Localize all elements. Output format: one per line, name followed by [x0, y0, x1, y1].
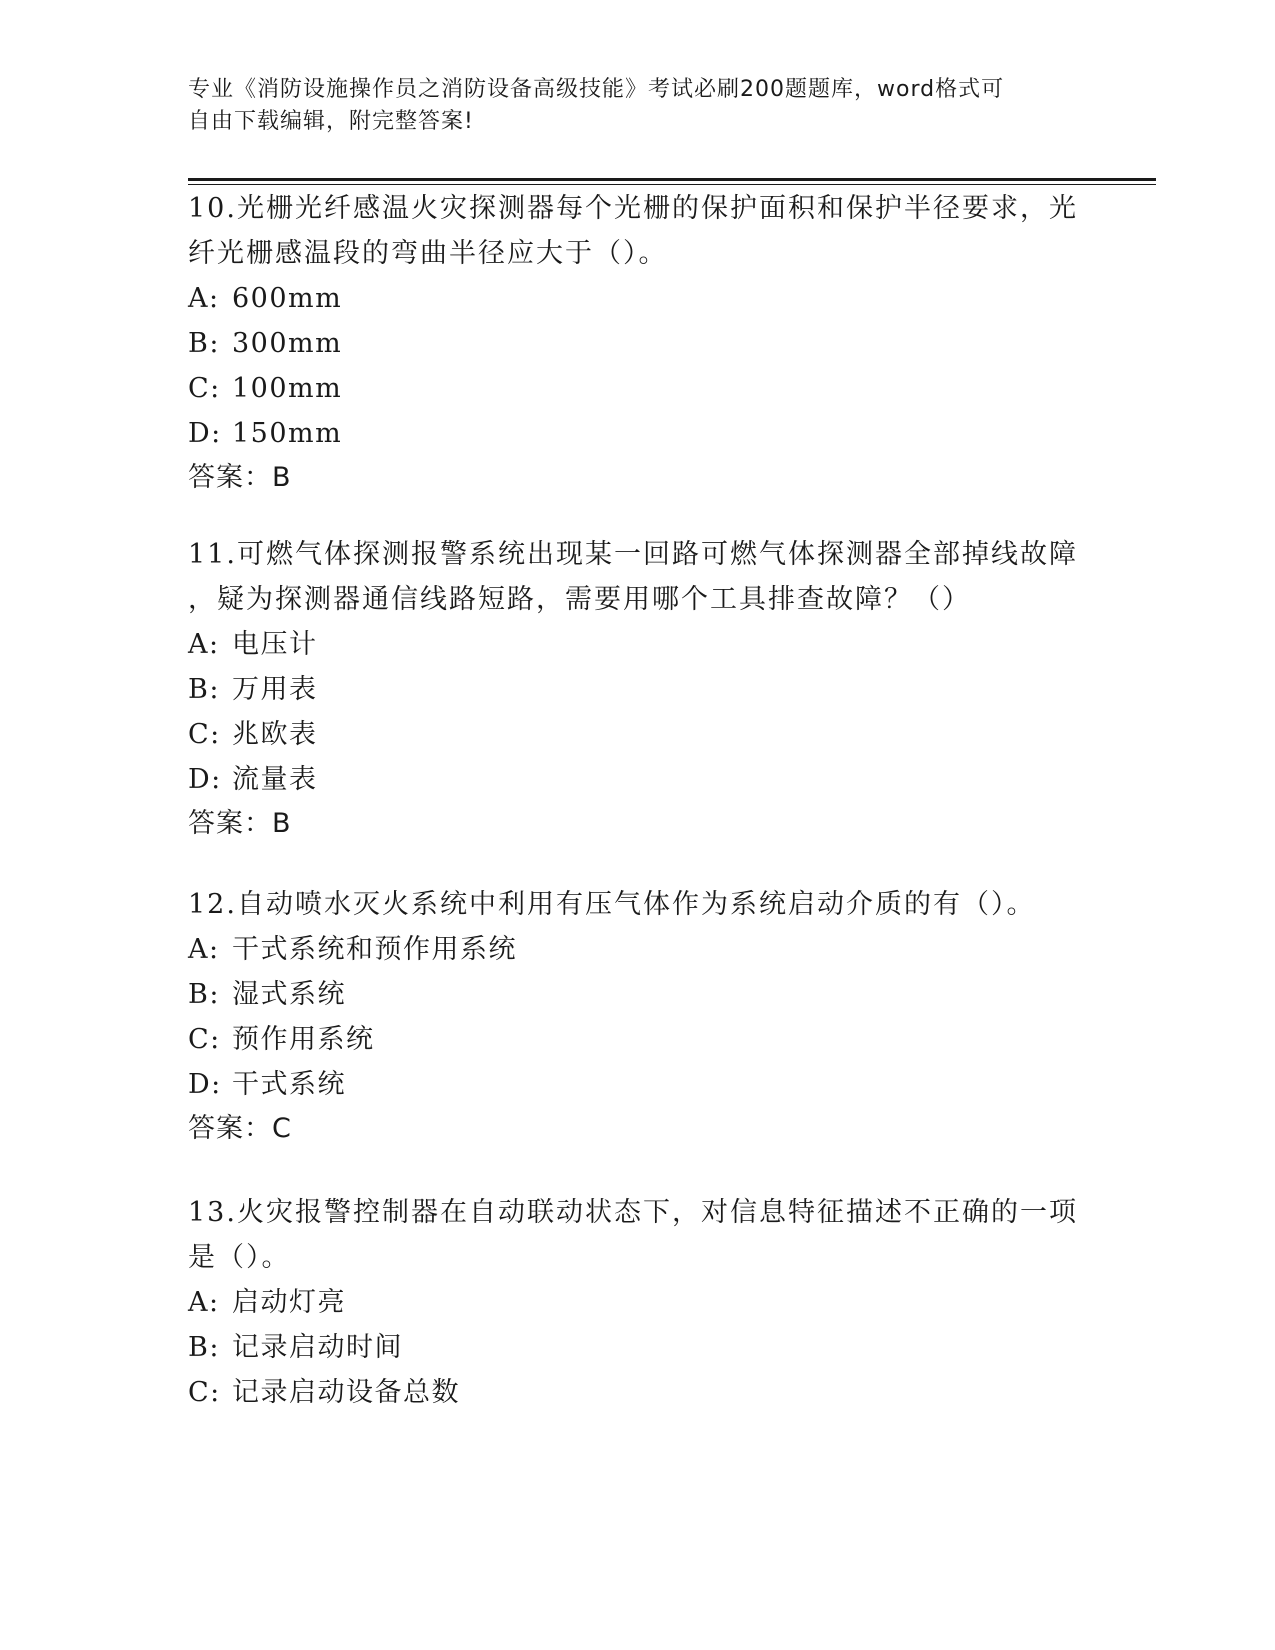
question-stem [188, 882, 1088, 927]
option-label: D: [188, 1069, 222, 1100]
option-d [188, 757, 1088, 802]
document-header [188, 74, 1068, 138]
answer-line: 答案：B [188, 462, 292, 493]
option-d [188, 411, 1088, 456]
option-label: A: [188, 283, 220, 314]
stem-line: 13.火灾报警控制器在自动联动状态下，对信息特征描述不正确的一项 [188, 1197, 1078, 1228]
header-line-1: 专业《消防设施操作员之消防设备高级技能》考试必刷200题题库，word格式可 [188, 77, 1005, 102]
option-label: D: [188, 418, 222, 449]
option-b [188, 667, 1088, 712]
option-c [188, 1017, 1088, 1062]
option-text: 150mm [232, 418, 343, 449]
option-d [188, 1062, 1088, 1107]
option-c [188, 366, 1088, 411]
option-text: 记录启动时间 [232, 1332, 403, 1363]
stem-line: 11.可燃气体探测报警系统出现某一回路可燃气体探测器全部掉线故障 [188, 539, 1078, 570]
question-12 [188, 882, 1088, 1151]
question-stem [188, 532, 1088, 622]
question-11 [188, 532, 1088, 846]
option-label: A: [188, 934, 220, 965]
option-text: 干式系统 [232, 1069, 346, 1100]
option-label: B: [188, 328, 220, 359]
option-text: 万用表 [232, 674, 318, 705]
option-text: 兆欧表 [232, 719, 318, 750]
option-text: 预作用系统 [232, 1024, 375, 1055]
option-text: 流量表 [232, 764, 318, 795]
option-text: 干式系统和预作用系统 [232, 934, 517, 965]
option-label: B: [188, 1332, 220, 1363]
question-10 [188, 186, 1088, 500]
header-divider-thin [188, 184, 1156, 185]
option-label: B: [188, 979, 220, 1010]
option-text: 启动灯亮 [232, 1287, 346, 1318]
stem-line: 12.自动喷水灭火系统中利用有压气体作为系统启动介质的有（）。 [188, 889, 1036, 920]
header-line-2: 自由下载编辑，附完整答案! [188, 109, 474, 134]
answer-line: 答案：B [188, 808, 292, 839]
option-text: 300mm [232, 328, 343, 359]
option-label: D: [188, 764, 222, 795]
question-13 [188, 1190, 1088, 1415]
option-label: A: [188, 1287, 220, 1318]
option-text: 电压计 [232, 629, 318, 660]
option-text: 600mm [232, 283, 343, 314]
option-b [188, 972, 1088, 1017]
stem-line: 10.光栅光纤感温火灾探测器每个光栅的保护面积和保护半径要求，光 [188, 193, 1078, 224]
stem-line: 纤光栅感温段的弯曲半径应大于（）。 [188, 238, 668, 269]
option-text: 湿式系统 [232, 979, 346, 1010]
stem-line: 是（）。 [188, 1242, 291, 1273]
option-c [188, 1370, 1088, 1415]
option-label: C: [188, 1024, 221, 1055]
answer-line: 答案：C [188, 1113, 292, 1144]
option-text: 100mm [232, 373, 343, 404]
option-label: C: [188, 1377, 221, 1408]
stem-line: ，疑为探测器通信线路短路，需要用哪个工具排查故障？（） [188, 584, 971, 615]
option-label: B: [188, 674, 220, 705]
option-b [188, 321, 1088, 366]
option-b [188, 1325, 1088, 1370]
option-a [188, 927, 1088, 972]
option-label: C: [188, 719, 221, 750]
option-c [188, 712, 1088, 757]
option-a [188, 276, 1088, 321]
option-a [188, 622, 1088, 667]
question-stem [188, 1190, 1088, 1280]
header-divider-thick [188, 178, 1156, 181]
option-label: A: [188, 629, 220, 660]
option-a [188, 1280, 1088, 1325]
option-label: C: [188, 373, 221, 404]
option-text: 记录启动设备总数 [232, 1377, 460, 1408]
question-stem [188, 186, 1088, 276]
